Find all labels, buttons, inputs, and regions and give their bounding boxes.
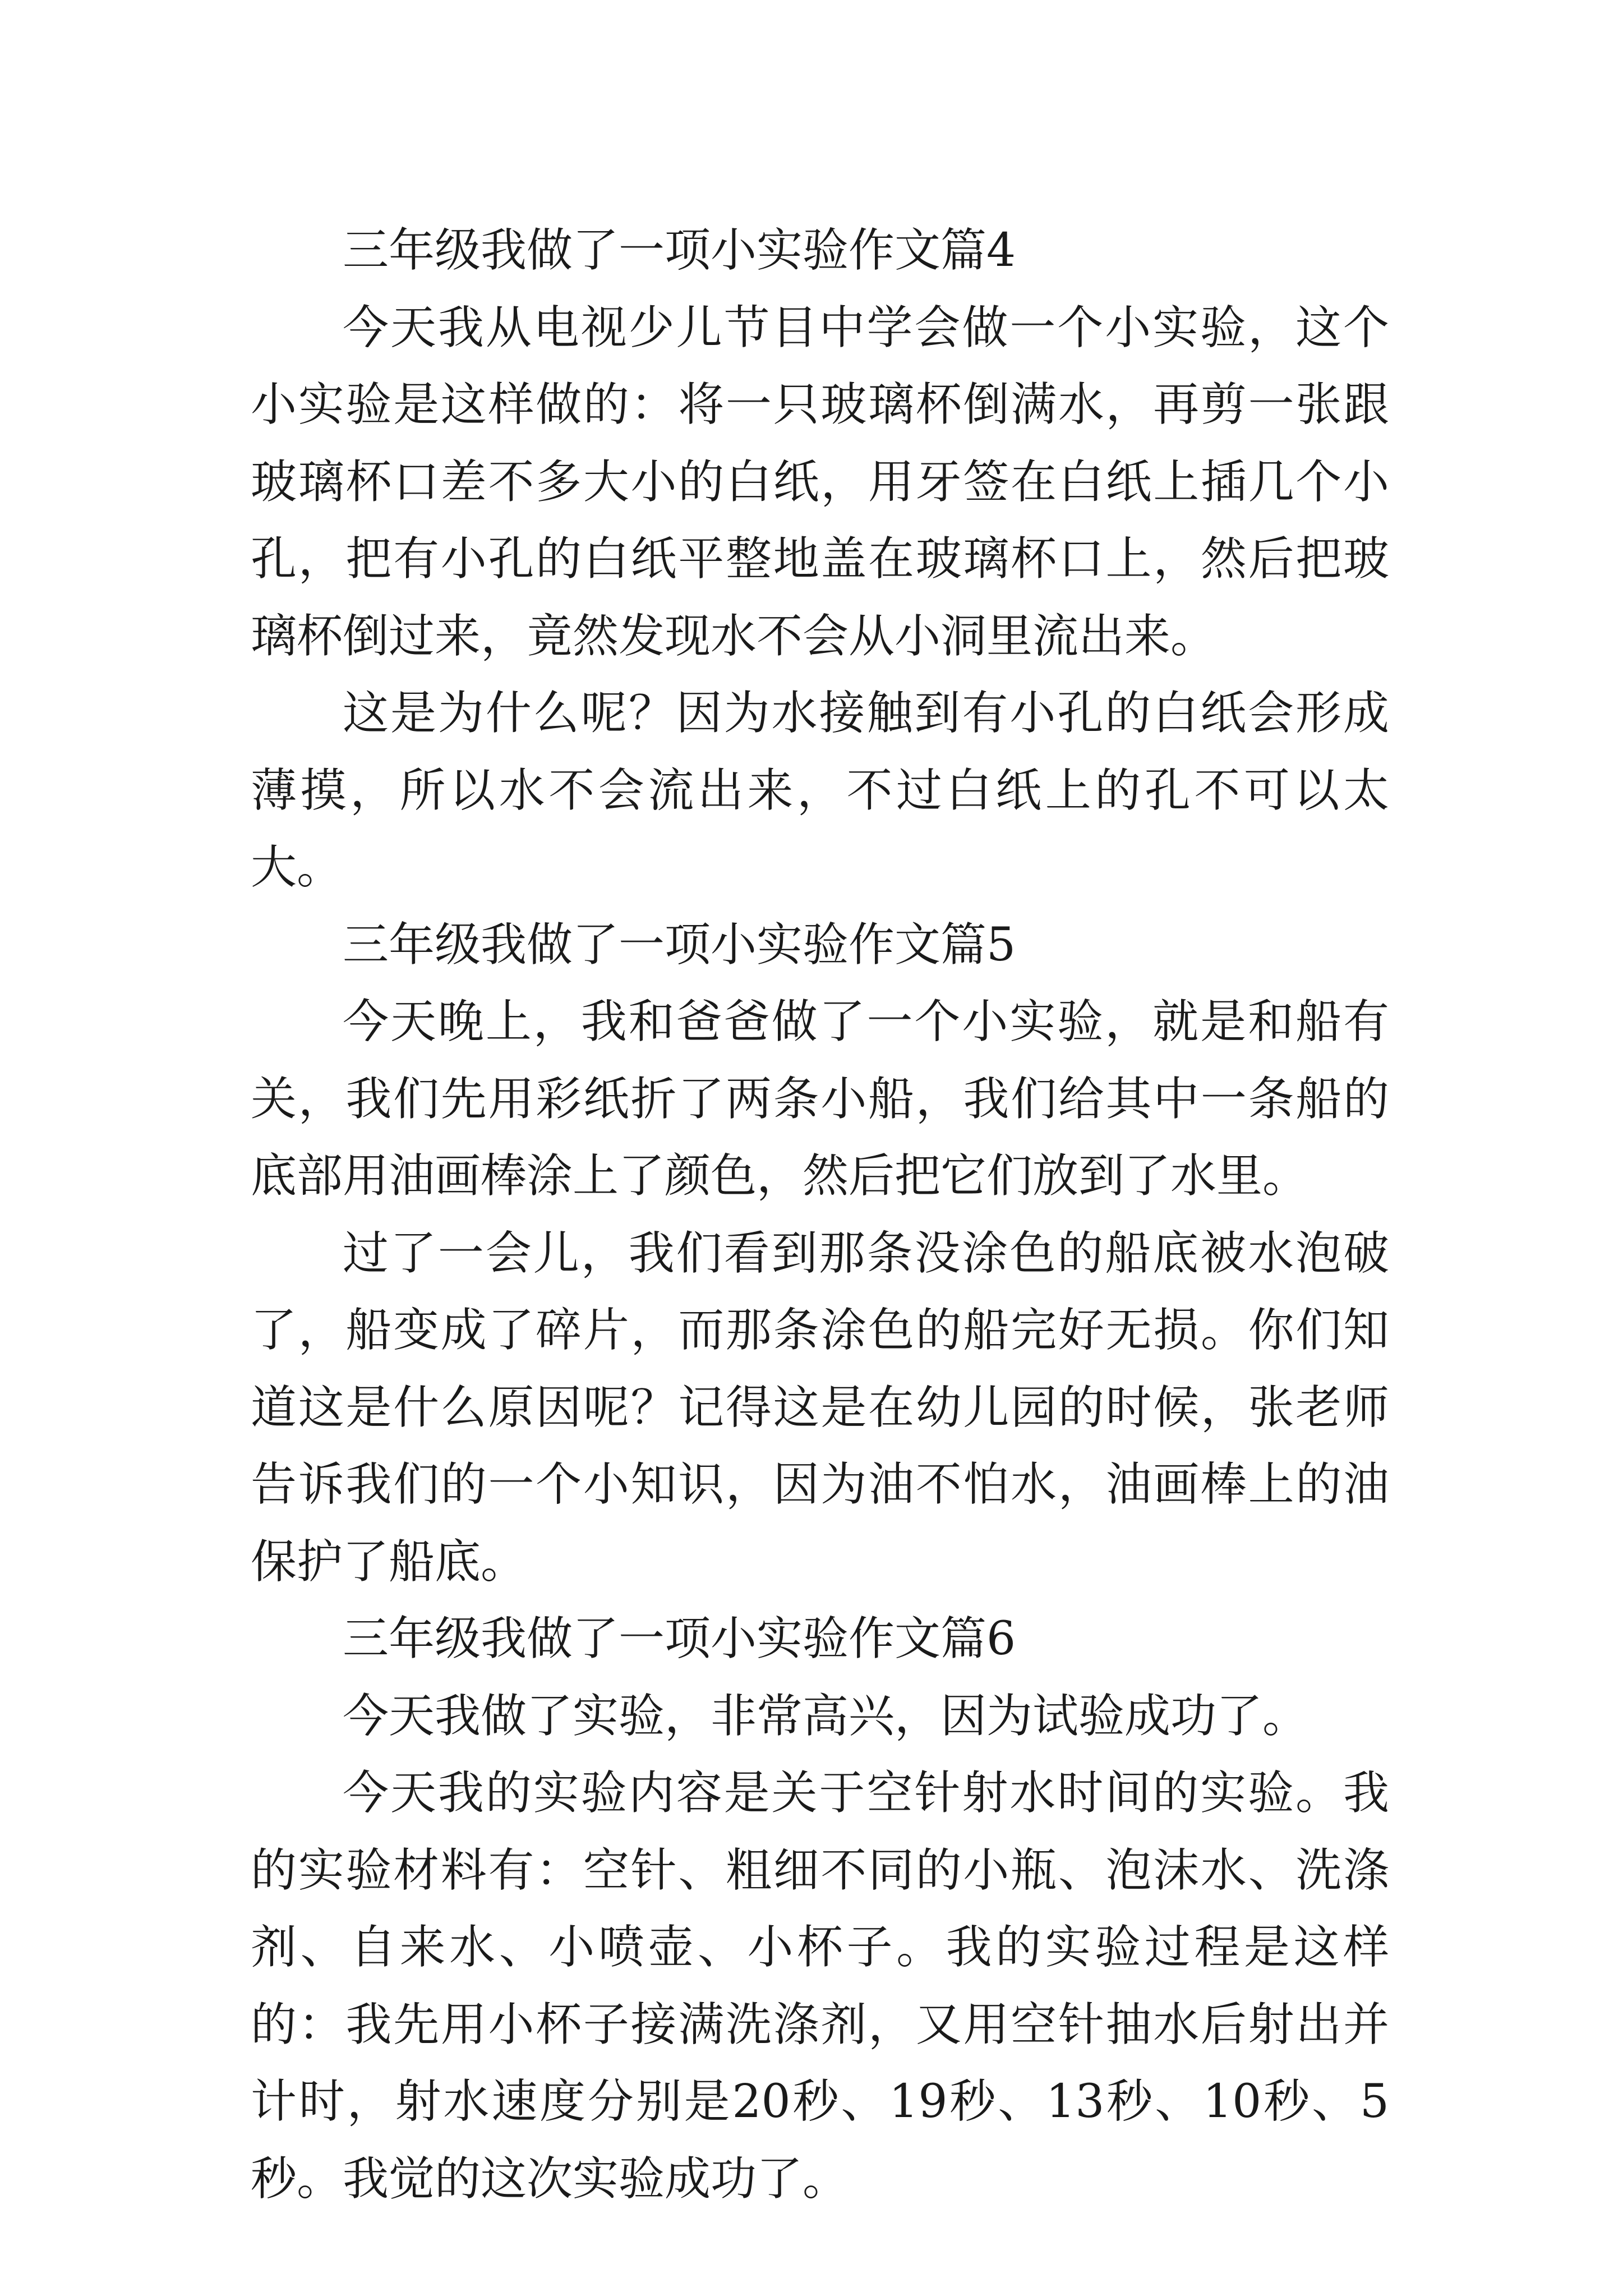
- essay-5-paragraph-2: 过了一会儿，我们看到那条没涂色的船底被水泡破了，船变成了碎片，而那条涂色的船完好无损。你们知道这是什么原因呢？记得这是在幼儿园的时候，张老师告诉我们的一个小知识，因为油不怕水，油画棒上的油保护了船底。: [251, 1226, 1389, 1589]
- essay-4-paragraph-1: 今天我从电视少儿节目中学会做一个小实验，这个小实验是这样做的：将一只玻璃杯倒满水，再剪一张跟玻璃杯口差不多大小的白纸，用牙签在白纸上插几个小孔，把有小孔的白纸平整地盖在玻璃杯口上，然后把玻璃杯倒过来，竟然发现水不会从小洞里流出来。: [251, 301, 1389, 663]
- essay-6-paragraph-1: 今天我做了实验，非常高兴，因为试验成功了。: [343, 1689, 1309, 1743]
- document-body: [251, 212, 1389, 2217]
- essay-heading-6: 三年级我做了一项小实验作文篇6: [343, 1612, 1016, 1665]
- essay-heading-5: 三年级我做了一项小实验作文篇5: [343, 918, 1016, 972]
- essay-4-paragraph-2: 这是为什么呢？因为水接触到有小孔的白纸会形成薄摸，所以水不会流出来，不过白纸上的孔不可以太大。: [251, 687, 1389, 894]
- essay-5-paragraph-1: 今天晚上，我和爸爸做了一个小实验，就是和船有关，我们先用彩纸折了两条小船，我们给其中一条船的底部用油画棒涂上了颜色，然后把它们放到了水里。: [251, 995, 1389, 1203]
- essay-6-paragraph-2: 今天我的实验内容是关于空针射水时间的实验。我的实验材料有：空针、粗细不同的小瓶、泡沫水、洗涤剂、自来水、小喷壶、小杯子。我的实验过程是这样的：我先用小杯子接满洗涤剂，又用空针抽水后射出并计时，射水速度分别是20秒、19秒、13秒、10秒、5秒。我觉的这次实验成功了。: [251, 1766, 1389, 2206]
- essay-heading-4: 三年级我做了一项小实验作文篇4: [343, 224, 1016, 277]
